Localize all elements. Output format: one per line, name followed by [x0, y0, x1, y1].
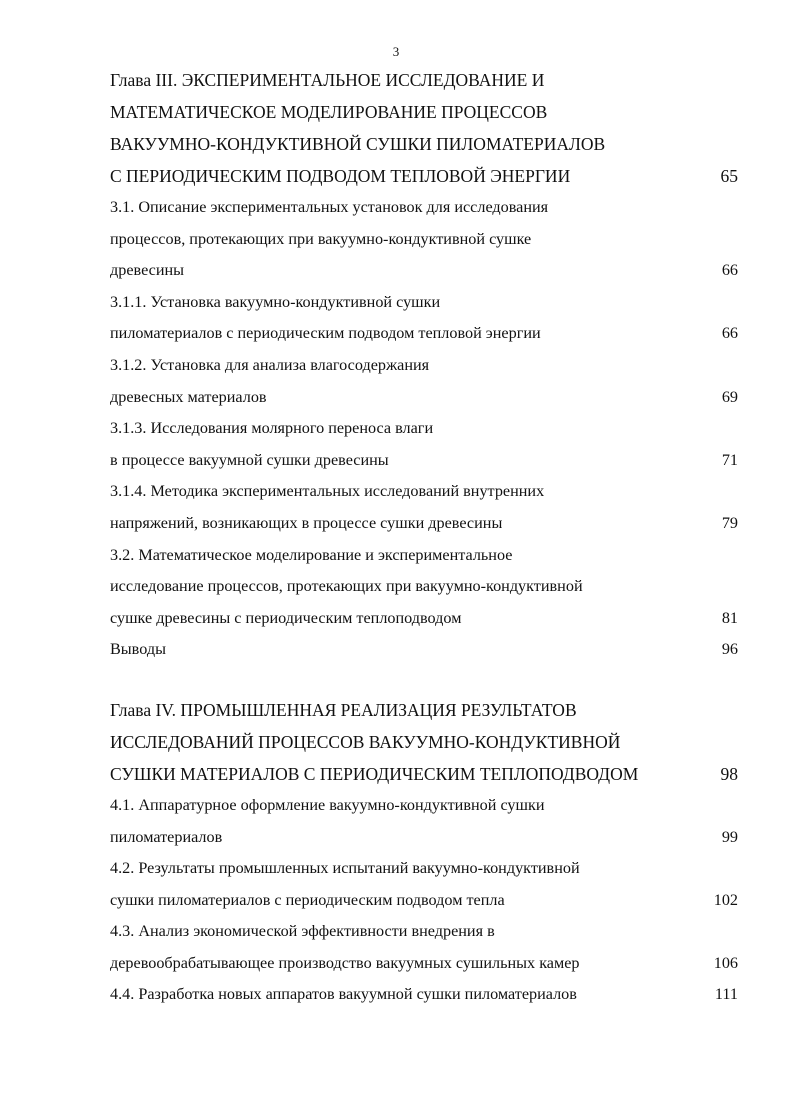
toc-line	[110, 287, 742, 319]
toc-page-number: 81	[721, 608, 738, 627]
toc-page-number: 106	[713, 953, 738, 972]
toc-line	[110, 790, 742, 822]
toc-page-number: 98	[720, 763, 738, 784]
toc-page-number: 79	[721, 513, 738, 532]
toc-line	[110, 350, 742, 382]
toc-line	[110, 571, 742, 603]
toc-line-text: СУШКИ МАТЕРИАЛОВ С ПЕРИОДИЧЕСКИМ ТЕПЛОПОДВОДОМ	[110, 763, 639, 784]
toc-line-text: ВАКУУМНО-КОНДУКТИВНОЙ СУШКИ ПИЛОМАТЕРИАЛОВ	[110, 134, 606, 154]
toc-line	[110, 192, 742, 224]
toc-line	[110, 96, 742, 128]
toc-line-text: 4.1. Аппаратурное оформление вакуумно-кондуктивной сушки	[110, 795, 545, 814]
toc-line	[110, 979, 742, 1011]
toc-line-text: 4.4. Разработка новых аппаратов вакуумной сушки пиломатериалов	[110, 985, 577, 1004]
toc-page-number: 96	[721, 640, 738, 659]
toc-line	[110, 853, 742, 885]
chapter-spacer	[110, 666, 742, 694]
chapter-3-heading	[110, 64, 742, 192]
toc-line-text: 3.1.4. Методика экспериментальных исследований внутренних	[110, 482, 545, 501]
chapter-4-heading	[110, 694, 742, 790]
toc-line	[110, 160, 742, 192]
toc-line-text: 4.2. Результаты промышленных испытаний вакуумно-кондуктивной	[110, 859, 580, 878]
toc-page-number: 69	[721, 387, 738, 406]
table-of-contents	[110, 64, 742, 1011]
toc-page-number: 111	[714, 985, 738, 1004]
toc-line-text: С ПЕРИОДИЧЕСКИМ ПОДВОДОМ ТЕПЛОВОЙ ЭНЕРГИИ	[110, 166, 571, 186]
toc-line	[110, 255, 742, 287]
toc-line-text: 3.1.1. Установка вакуумно-кондуктивной сушки	[110, 292, 441, 311]
toc-line	[110, 726, 742, 758]
toc-line-text: исследование процессов, протекающих при вакуумно-кондуктивной	[110, 577, 583, 596]
toc-line	[110, 694, 742, 726]
toc-line-text: сушке древесины с периодическим теплоподводом	[110, 608, 462, 627]
toc-line	[110, 634, 742, 666]
toc-page-number: 66	[721, 324, 738, 343]
toc-line-text: древесины	[110, 261, 185, 280]
toc-line	[110, 64, 742, 96]
toc-line-text: 3.1.3. Исследования молярного переноса влаги	[110, 419, 434, 438]
toc-line-text: процессов, протекающих при вакуумно-кондуктивной сушке	[110, 229, 532, 248]
toc-line-text: 3.1. Описание экспериментальных установок для исследования	[110, 198, 549, 216]
toc-page-number: 65	[720, 166, 738, 186]
toc-line	[110, 885, 742, 917]
toc-line	[110, 758, 742, 790]
toc-page-number: 102	[713, 890, 738, 909]
toc-line-text: МАТЕМАТИЧЕСКОЕ МОДЕЛИРОВАНИЕ ПРОЦЕССОВ	[110, 102, 548, 122]
toc-line-text: Выводы	[110, 640, 166, 659]
toc-line-text: Глава III. ЭКСПЕРИМЕНТАЛЬНОЕ ИССЛЕДОВАНИЕ И	[110, 70, 545, 90]
chapter-3-entries	[110, 192, 742, 666]
toc-line-text: в процессе вакуумной сушки древесины	[110, 450, 389, 469]
toc-line	[110, 508, 742, 540]
toc-line-text: 3.1.2. Установка для анализа влагосодержания	[110, 355, 430, 374]
toc-line	[110, 128, 742, 160]
toc-line-text: пиломатериалов	[110, 827, 223, 846]
toc-line	[110, 476, 742, 508]
toc-line-text: 4.3. Анализ экономической эффективности внедрения в	[110, 922, 495, 941]
toc-line	[110, 603, 742, 635]
toc-line	[110, 413, 742, 445]
toc-line	[110, 948, 742, 980]
toc-line-text: 3.2. Математическое моделирование и экспериментальное	[110, 545, 513, 564]
toc-line	[110, 318, 742, 350]
toc-page-number: 71	[721, 450, 738, 469]
toc-line	[110, 224, 742, 256]
toc-line	[110, 540, 742, 572]
toc-line-text: древесных материалов	[110, 387, 267, 406]
toc-line-text: Глава IV. ПРОМЫШЛЕННАЯ РЕАЛИЗАЦИЯ РЕЗУЛЬТАТОВ	[110, 699, 577, 720]
toc-line	[110, 822, 742, 854]
toc-line	[110, 445, 742, 477]
toc-line	[110, 916, 742, 948]
toc-page-number: 66	[721, 261, 738, 280]
chapter-4-entries	[110, 790, 742, 1011]
toc-line-text: ИССЛЕДОВАНИЙ ПРОЦЕССОВ ВАКУУМНО-КОНДУКТИВНОЙ	[110, 731, 621, 752]
toc-line-text: деревообрабатывающее производство вакуумных сушильных камер	[110, 953, 580, 972]
toc-line-text: сушки пиломатериалов с периодическим подводом тепла	[110, 890, 505, 909]
toc-line-text: пиломатериалов с периодическим подводом тепловой энергии	[110, 324, 541, 343]
toc-line	[110, 382, 742, 414]
toc-page-number: 99	[721, 827, 738, 846]
page-number: 3	[392, 44, 400, 59]
toc-line-text: напряжений, возникающих в процессе сушки древесины	[110, 513, 503, 532]
